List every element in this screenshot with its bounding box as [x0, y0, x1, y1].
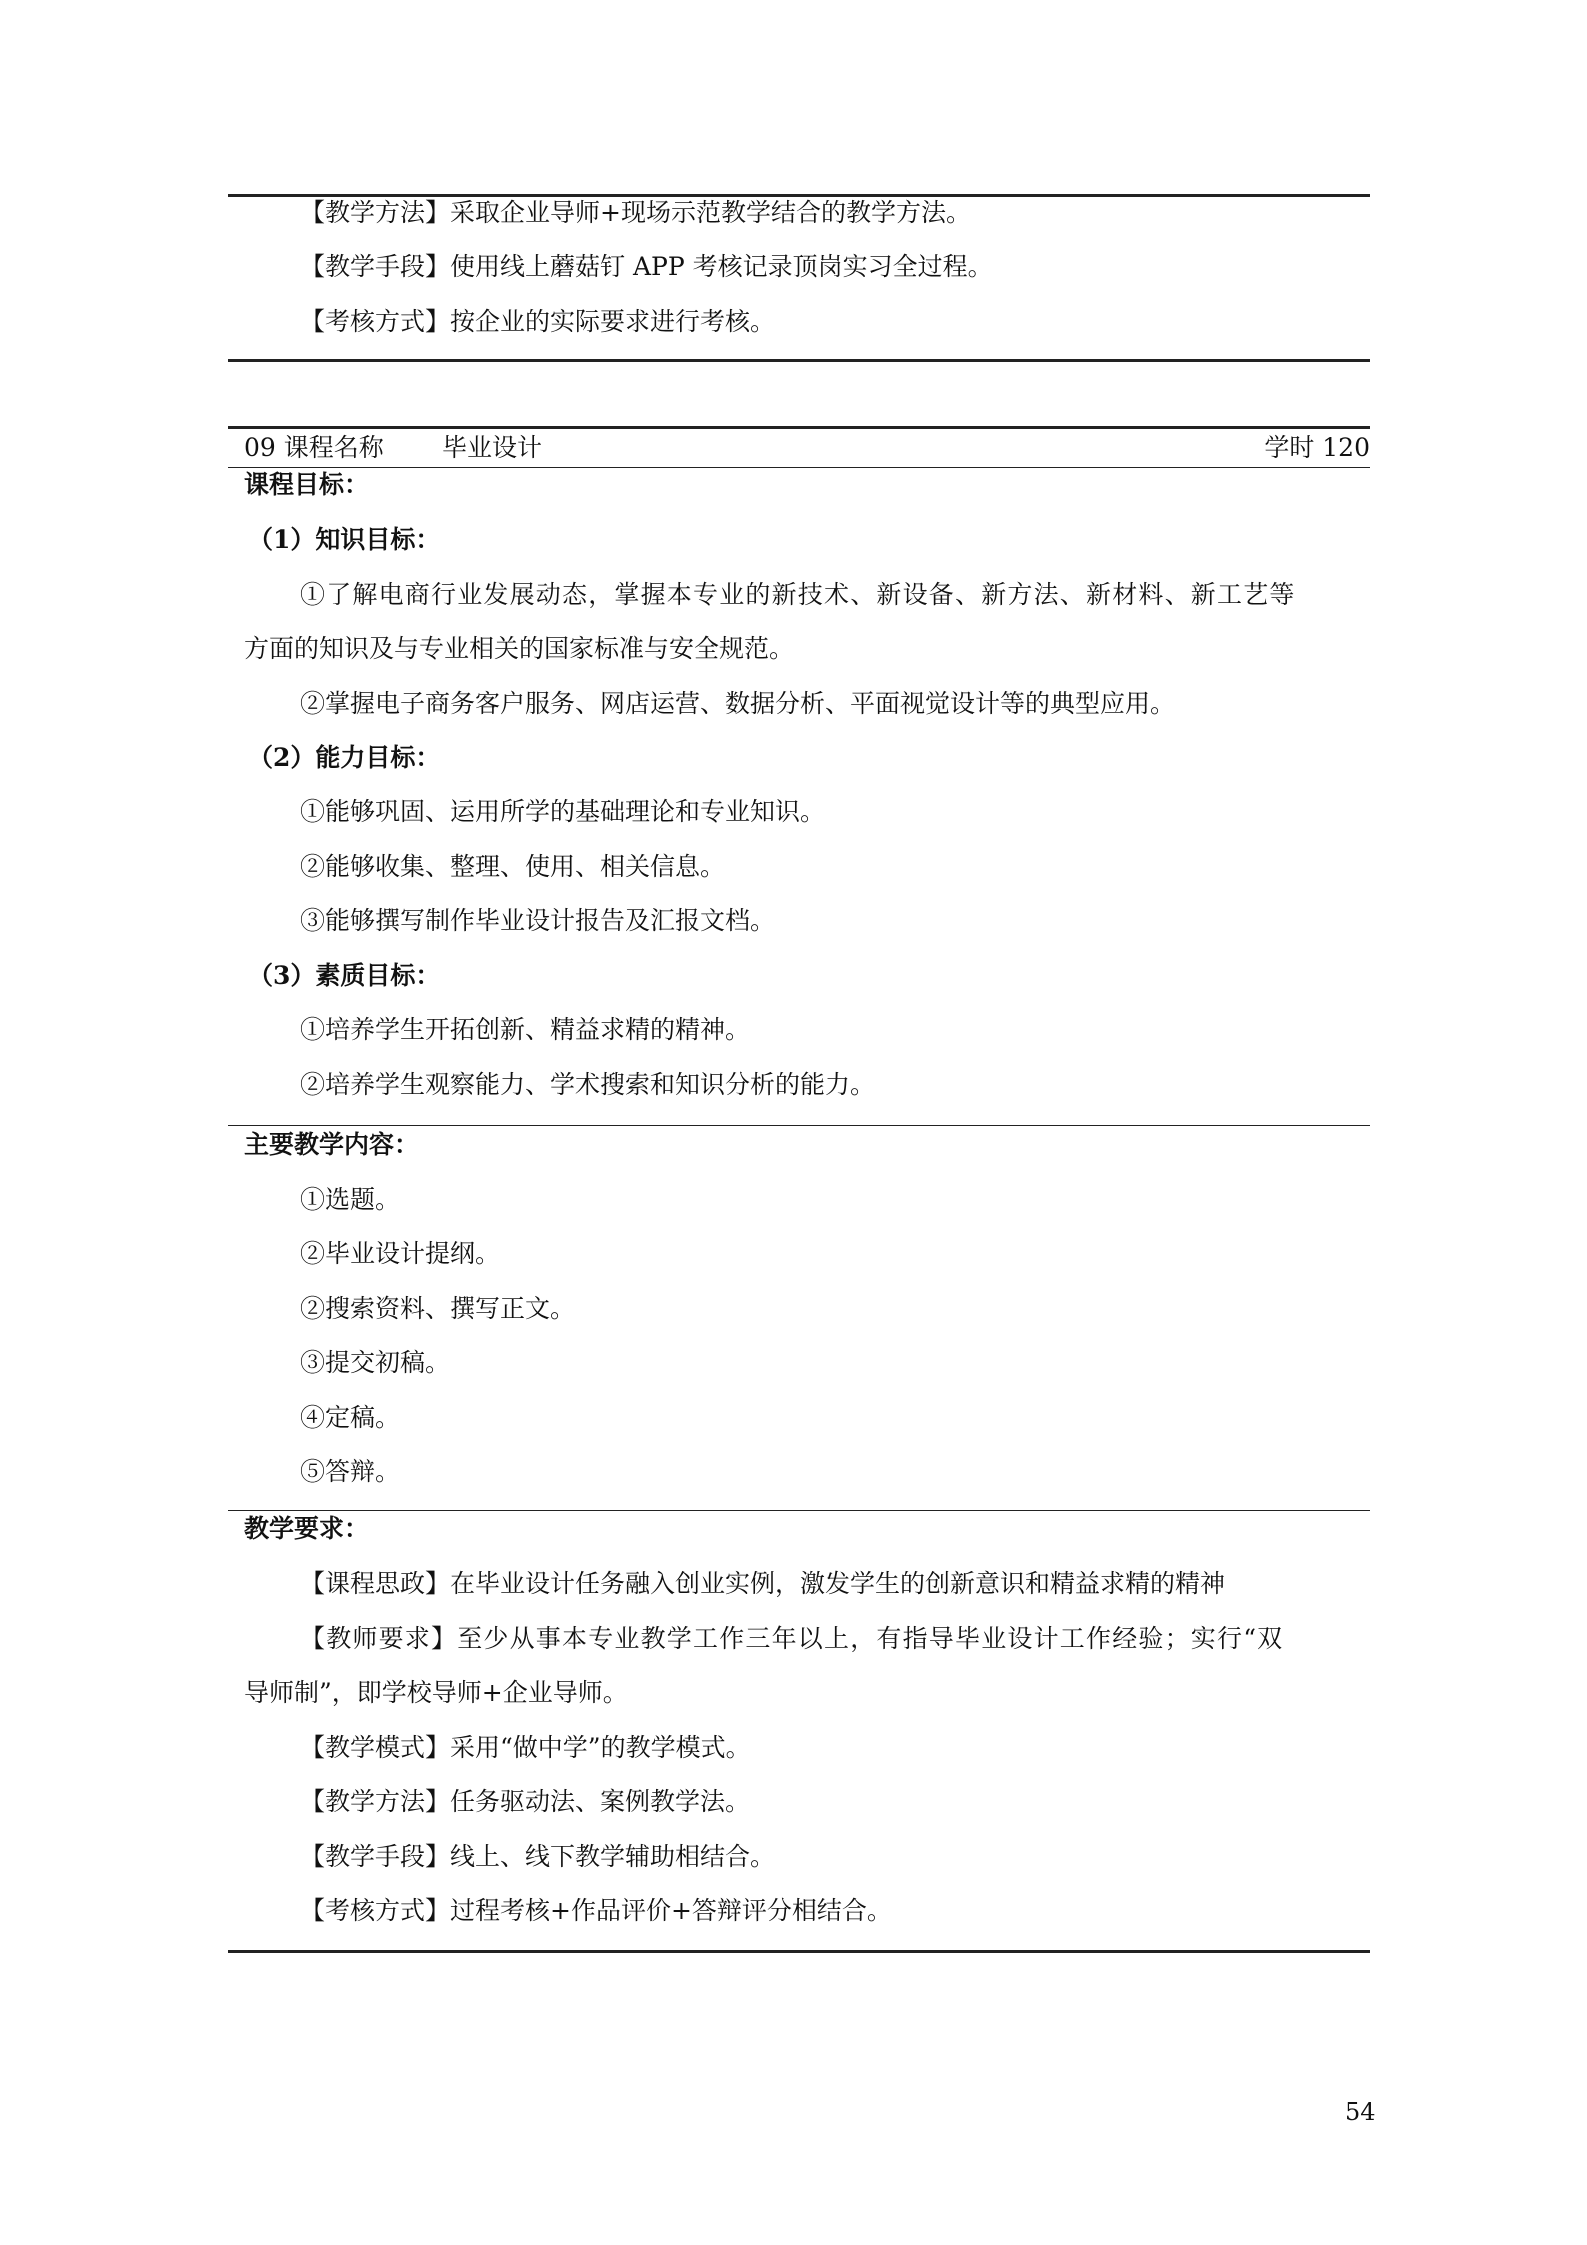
teaching-method: 【教学方法】任务驱动法、案例教学法。 — [300, 1787, 751, 1816]
ideology-requirement: 【课程思政】在毕业设计任务融入创业实例，激发学生的创新意识和精益求精的精神 — [300, 1569, 1226, 1598]
course-top-rule — [228, 426, 1370, 429]
content-item: ①选题。 — [300, 1185, 401, 1214]
ability-item: ③能够撰写制作毕业设计报告及汇报文档。 — [300, 906, 776, 935]
content-heading: 主要教学内容： — [244, 1130, 420, 1159]
objectives-heading: 课程目标： — [244, 470, 370, 499]
course-hours: 学时 120 — [1264, 433, 1370, 462]
teacher-requirement: 【教师要求】至少从事本专业教学工作三年以上，有指导毕业设计工作经验；实行“双 — [300, 1624, 1284, 1653]
content-item: ③提交初稿。 — [300, 1348, 451, 1377]
top-assessment: 【考核方式】按企业的实际要求进行考核。 — [300, 307, 776, 336]
quality-item: ①培养学生开拓创新、精益求精的精神。 — [300, 1015, 751, 1044]
content-item: ⑤答辩。 — [300, 1457, 401, 1486]
top-rule — [228, 194, 1370, 197]
course-header-rule — [228, 467, 1370, 468]
top-teaching-method: 【教学方法】采取企业导师+现场示范教学结合的教学方法。 — [300, 198, 971, 227]
course-name: 毕业设计 — [442, 433, 543, 462]
content-item: ②搜索资料、撰写正文。 — [300, 1294, 576, 1323]
ability-heading: （2）能力目标： — [248, 743, 441, 772]
teaching-mode: 【教学模式】采用“做中学”的教学模式。 — [300, 1733, 751, 1762]
content-section-rule — [228, 1125, 1370, 1126]
teaching-means: 【教学手段】线上、线下教学辅助相结合。 — [300, 1842, 776, 1871]
quality-heading: （3）素质目标： — [248, 961, 441, 990]
content-item: ④定稿。 — [300, 1403, 401, 1432]
content-item: ②毕业设计提纲。 — [300, 1239, 501, 1268]
assessment-method: 【考核方式】过程考核+作品评价+答辩评分相结合。 — [300, 1896, 892, 1925]
requirements-heading: 教学要求： — [244, 1514, 370, 1543]
ability-item: ①能够巩固、运用所学的基础理论和专业知识。 — [300, 797, 826, 826]
course-code-label: 09 课程名称 — [244, 433, 384, 462]
knowledge-item-2: ②掌握电子商务客户服务、网店运营、数据分析、平面视觉设计等的典型应用。 — [300, 689, 1176, 718]
quality-item: ②培养学生观察能力、学术搜索和知识分析的能力。 — [300, 1070, 876, 1099]
page-number: 54 — [1345, 2098, 1376, 2126]
bottom-rule — [228, 1950, 1370, 1953]
top-block-bottom-rule — [228, 359, 1370, 362]
ability-item: ②能够收集、整理、使用、相关信息。 — [300, 852, 726, 881]
teacher-requirement-cont: 导师制”，即学校导师+企业导师。 — [244, 1678, 628, 1707]
top-teaching-means: 【教学手段】使用线上蘑菇钉 APP 考核记录顶岗实习全过程。 — [300, 252, 993, 281]
knowledge-item-1: ①了解电商行业发展动态，掌握本专业的新技术、新设备、新方法、新材料、新工艺等 — [300, 580, 1296, 609]
requirements-section-rule — [228, 1510, 1370, 1511]
knowledge-item-1-cont: 方面的知识及与专业相关的国家标准与安全规范。 — [244, 634, 795, 663]
knowledge-heading: （1）知识目标： — [248, 525, 441, 554]
